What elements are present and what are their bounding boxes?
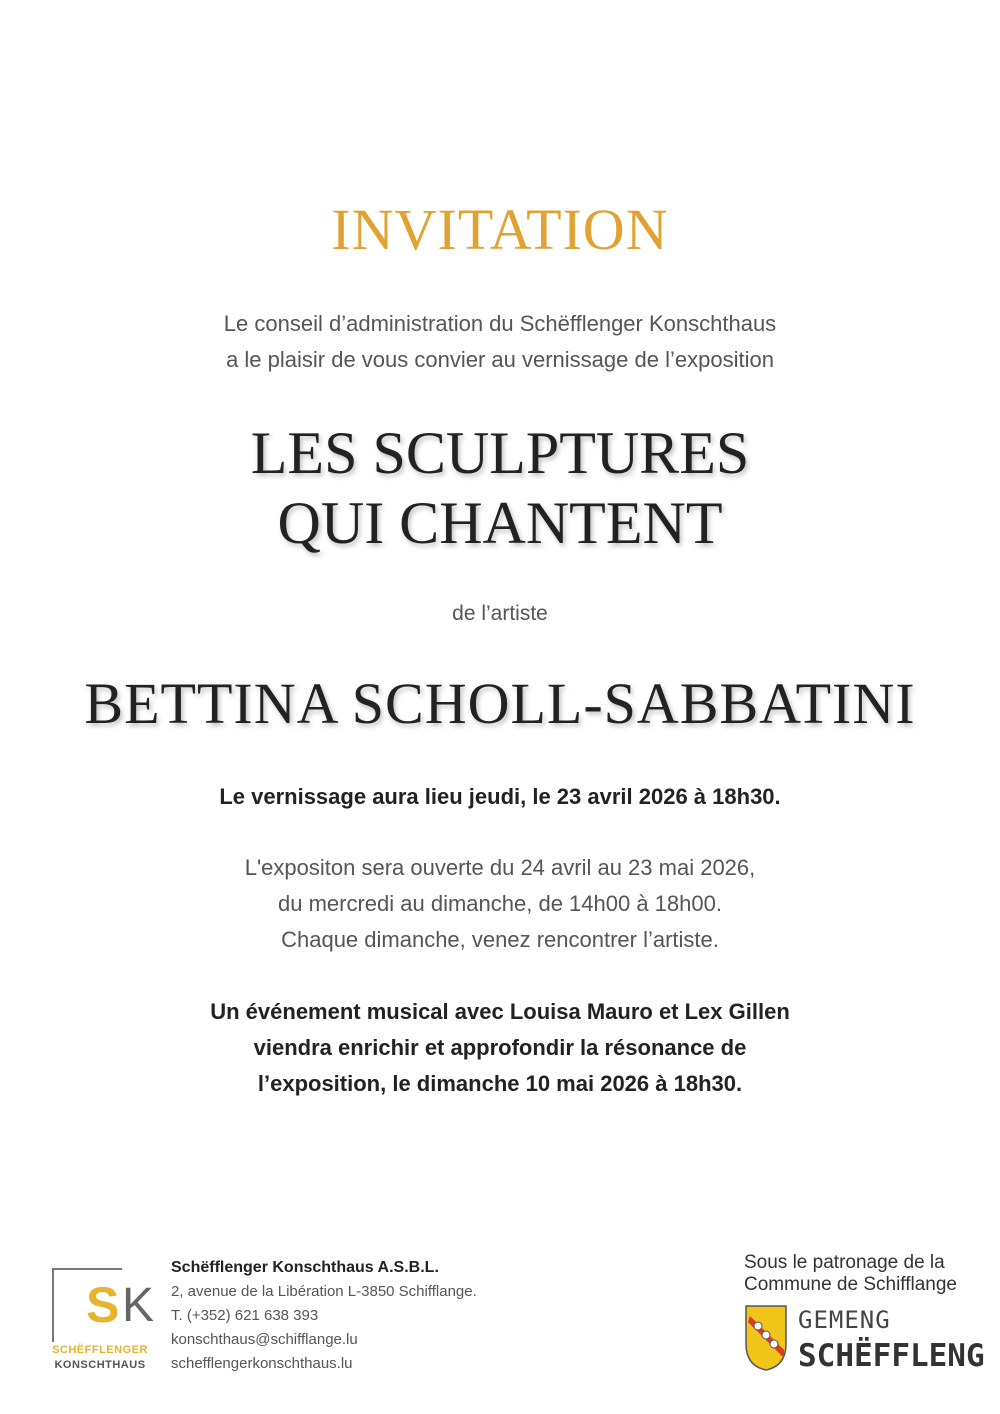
exhibition-title-line: QUI CHANTENT bbox=[277, 490, 723, 556]
intro-text bbox=[0, 306, 1000, 378]
vernissage-date: Le vernissage aura lieu jeudi, le 23 avril 2026 à 18h30. bbox=[219, 784, 781, 809]
contact-address bbox=[171, 1256, 477, 1376]
musical-event bbox=[0, 994, 1000, 1102]
opening-line: L'expositon sera ouverte du 24 avril au 23 mai 2026, bbox=[244, 855, 756, 880]
patronage-line: Sous le patronage de la bbox=[744, 1252, 945, 1273]
artist-intro: de l’artiste bbox=[452, 602, 548, 625]
exhibition-title bbox=[0, 418, 1000, 558]
intro-line: Le conseil d’administration du Schëfflenger Konschthaus bbox=[223, 311, 777, 336]
logo-letter-s: S bbox=[86, 1277, 120, 1333]
event-line: viendra enrichir et approfondir la résonance de bbox=[253, 1035, 747, 1060]
artist-name: BETTINA SCHOLL-SABBATINI bbox=[84, 671, 916, 736]
commune-name-line2: SCHËFFLENG bbox=[798, 1338, 985, 1374]
event-line: l’exposition, le dimanche 10 mai 2026 à 18h30. bbox=[257, 1071, 743, 1096]
website-link[interactable]: schefflengerkonschthaus.lu bbox=[171, 1355, 353, 1372]
logo-caption-line1: SCHËFFLENGER bbox=[52, 1344, 148, 1356]
patronage-text bbox=[744, 1252, 957, 1296]
street-address: 2, avenue de la Libération L-3850 Schifflange. bbox=[171, 1283, 477, 1300]
logo-caption-line2: KONSCHTHAUS bbox=[54, 1359, 146, 1371]
event-line: Un événement musical avec Louisa Mauro et Lex Gillen bbox=[210, 999, 790, 1024]
coat-of-arms-icon bbox=[744, 1304, 788, 1372]
invitation-title: INVITATION bbox=[331, 197, 669, 262]
opening-line: Chaque dimanche, venez rencontrer l’artiste. bbox=[281, 927, 719, 952]
opening-line: du mercredi au dimanche, de 14h00 à 18h00. bbox=[278, 891, 722, 916]
exhibition-title-line: LES SCULPTURES bbox=[250, 420, 750, 486]
sk-logo-icon bbox=[52, 1268, 155, 1378]
patronage-line: Commune de Schifflange bbox=[744, 1274, 957, 1295]
intro-line: a le plaisir de vous convier au vernissage de l’exposition bbox=[226, 347, 774, 372]
phone-number: T. (+352) 621 638 393 bbox=[171, 1307, 319, 1324]
commune-name-line1: GEMENG bbox=[798, 1306, 891, 1334]
email-link[interactable]: konschthaus@schifflange.lu bbox=[171, 1331, 358, 1348]
organization-name: Schëfflenger Konschthaus A.S.B.L. bbox=[171, 1259, 439, 1276]
logo-letter-k: K bbox=[122, 1279, 155, 1332]
opening-hours bbox=[0, 850, 1000, 958]
